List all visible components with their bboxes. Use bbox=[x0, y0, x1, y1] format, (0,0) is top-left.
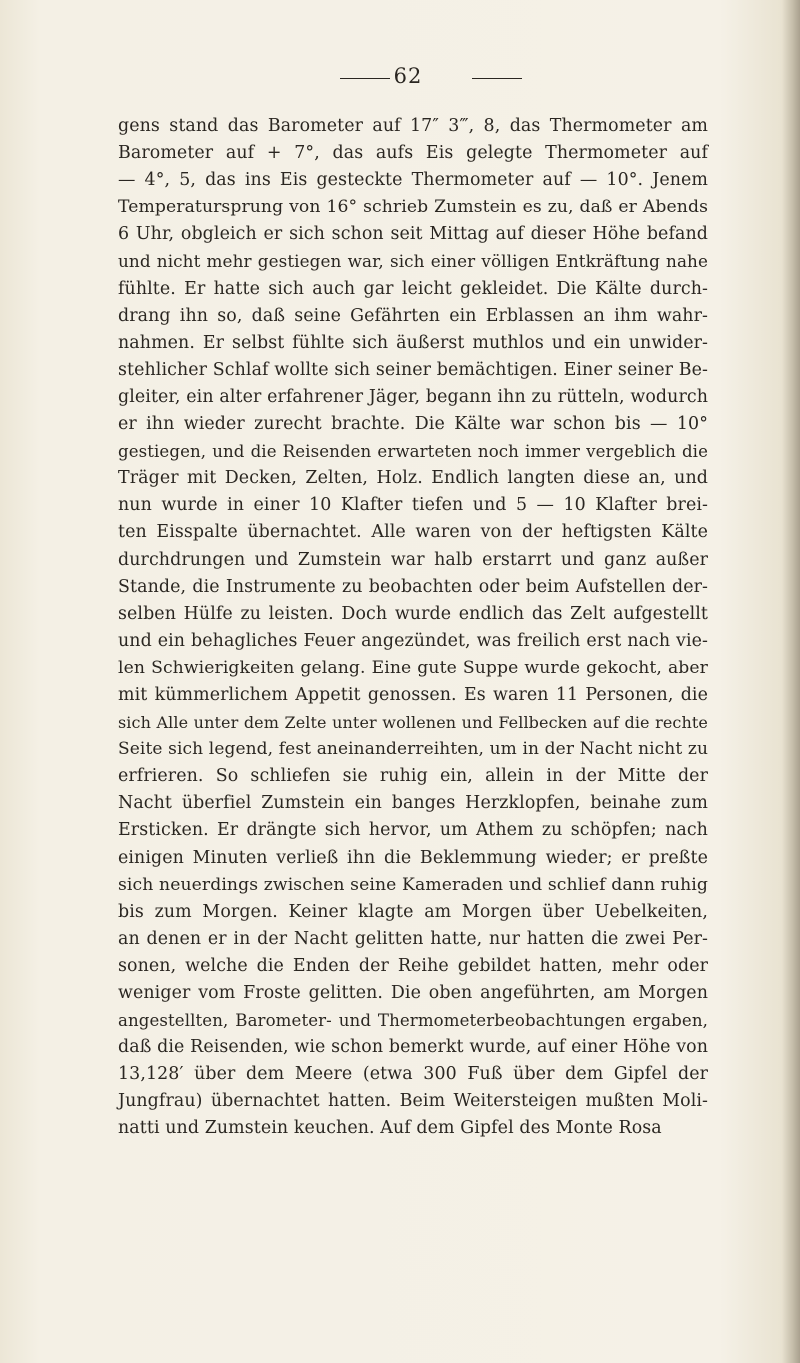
text-line: Jungfrau) übernachtet hatten. Beim Weitersteigen mußten Moli- bbox=[118, 1091, 708, 1112]
body-text bbox=[118, 113, 708, 1143]
text-line: sich Alle unter dem Zelte unter wollenen und Fellbecken auf die rechte bbox=[118, 713, 708, 733]
text-line: Temperatursprung von 16° schrieb Zumstein es zu, daß er Abends bbox=[118, 197, 708, 218]
text-line: natti und Zumstein keuchen. Auf dem Gipfel des Monte Rosa bbox=[118, 1118, 662, 1139]
text-line: selben Hülfe zu leisten. Doch wurde endlich das Zelt aufgestellt bbox=[118, 603, 708, 624]
text-line: len Schwierigkeiten gelang. Eine gute Suppe wurde gekocht, aber bbox=[118, 657, 708, 678]
text-line: er ihn wieder zurecht brachte. Die Kälte war schon bis — 10° bbox=[118, 414, 708, 435]
page-edge-shadow bbox=[782, 0, 800, 1363]
text-line: und nicht mehr gestiegen war, sich einer völligen Entkräftung nahe bbox=[118, 251, 708, 272]
text-line: erfrieren. So schliefen sie ruhig ein, allein in der Mitte der bbox=[118, 766, 708, 787]
text-line: gleiter, ein alter erfahrener Jäger, begann ihn zu rütteln, wodurch bbox=[118, 386, 708, 407]
text-line: — 4°, 5, das ins Eis gesteckte Thermometer auf — 10°. Jenem bbox=[118, 170, 708, 191]
text-line: 13,128′ über dem Meere (etwa 300 Fuß über dem Gipfel der bbox=[118, 1064, 708, 1085]
text-line: und ein behagliches Feuer angezündet, was freilich erst nach vie- bbox=[118, 630, 708, 651]
text-line: sich neuerdings zwischen seine Kameraden und schlief dann ruhig bbox=[118, 874, 708, 895]
text-line: nahmen. Er selbst fühlte sich äußerst muthlos und ein unwider- bbox=[118, 332, 708, 353]
text-line: drang ihn so, daß seine Gefährten ein Erblassen an ihm wahr- bbox=[118, 305, 708, 326]
text-line: ten Eisspalte übernachtet. Alle waren von der heftigsten Kälte bbox=[118, 522, 708, 543]
page-header bbox=[0, 64, 800, 94]
text-line: nun wurde in einer 10 Klafter tiefen und 5 — 10 Klafter brei- bbox=[118, 495, 708, 516]
text-line: Nacht überfiel Zumstein ein banges Herzklopfen, beinahe zum bbox=[118, 793, 708, 814]
text-line: Seite sich legend, fest aneinanderreihten, um in der Nacht nicht zu bbox=[118, 739, 708, 760]
text-line: 6 Uhr, obgleich er sich schon seit Mittag auf dieser Höhe befand bbox=[118, 224, 708, 245]
text-line: bis zum Morgen. Keiner klagte am Morgen über Uebelkeiten, bbox=[118, 901, 708, 922]
text-line: fühlte. Er hatte sich auch gar leicht gekleidet. Die Kälte durch- bbox=[118, 278, 708, 299]
text-line: gens stand das Barometer auf 17″ 3‴, 8, das Thermometer am bbox=[118, 116, 708, 136]
text-line: einigen Minuten verließ ihn die Beklemmung wieder; er preßte bbox=[118, 847, 708, 868]
text-line: mit kümmerlichem Appetit genossen. Es waren 11 Personen, die bbox=[118, 684, 708, 705]
text-line: angestellten, Barometer- und Thermometerbeobachtungen ergaben, bbox=[118, 1011, 708, 1031]
text-line: durchdrungen und Zumstein war halb erstarrt und ganz außer bbox=[118, 549, 708, 570]
text-line: Ersticken. Er drängte sich hervor, um Athem zu schöpfen; nach bbox=[118, 820, 708, 841]
text-line: sonen, welche die Enden der Reihe gebildet hatten, mehr oder bbox=[118, 955, 708, 976]
text-line: an denen er in der Nacht gelitten hatte, nur hatten die zwei Per- bbox=[118, 928, 708, 949]
text-line: weniger vom Froste gelitten. Die oben angeführten, am Morgen bbox=[118, 983, 708, 1003]
text-line: Barometer auf + 7°, das aufs Eis gelegte Thermometer auf bbox=[118, 143, 708, 164]
text-line: stehlicher Schlaf wollte sich seiner bemächtigen. Einer seiner Be- bbox=[118, 359, 708, 380]
page-number: 62 bbox=[393, 64, 423, 88]
text-line: Stande, die Instrumente zu beobachten oder beim Aufstellen der- bbox=[118, 576, 708, 597]
header-rule-right bbox=[472, 78, 522, 79]
text-line: gestiegen, und die Reisenden erwarteten noch immer vergeblich die bbox=[118, 442, 708, 462]
text-line: Träger mit Decken, Zelten, Holz. Endlich langten diese an, und bbox=[118, 468, 708, 489]
text-line: daß die Reisenden, wie schon bemerkt wurde, auf einer Höhe von bbox=[118, 1037, 708, 1058]
